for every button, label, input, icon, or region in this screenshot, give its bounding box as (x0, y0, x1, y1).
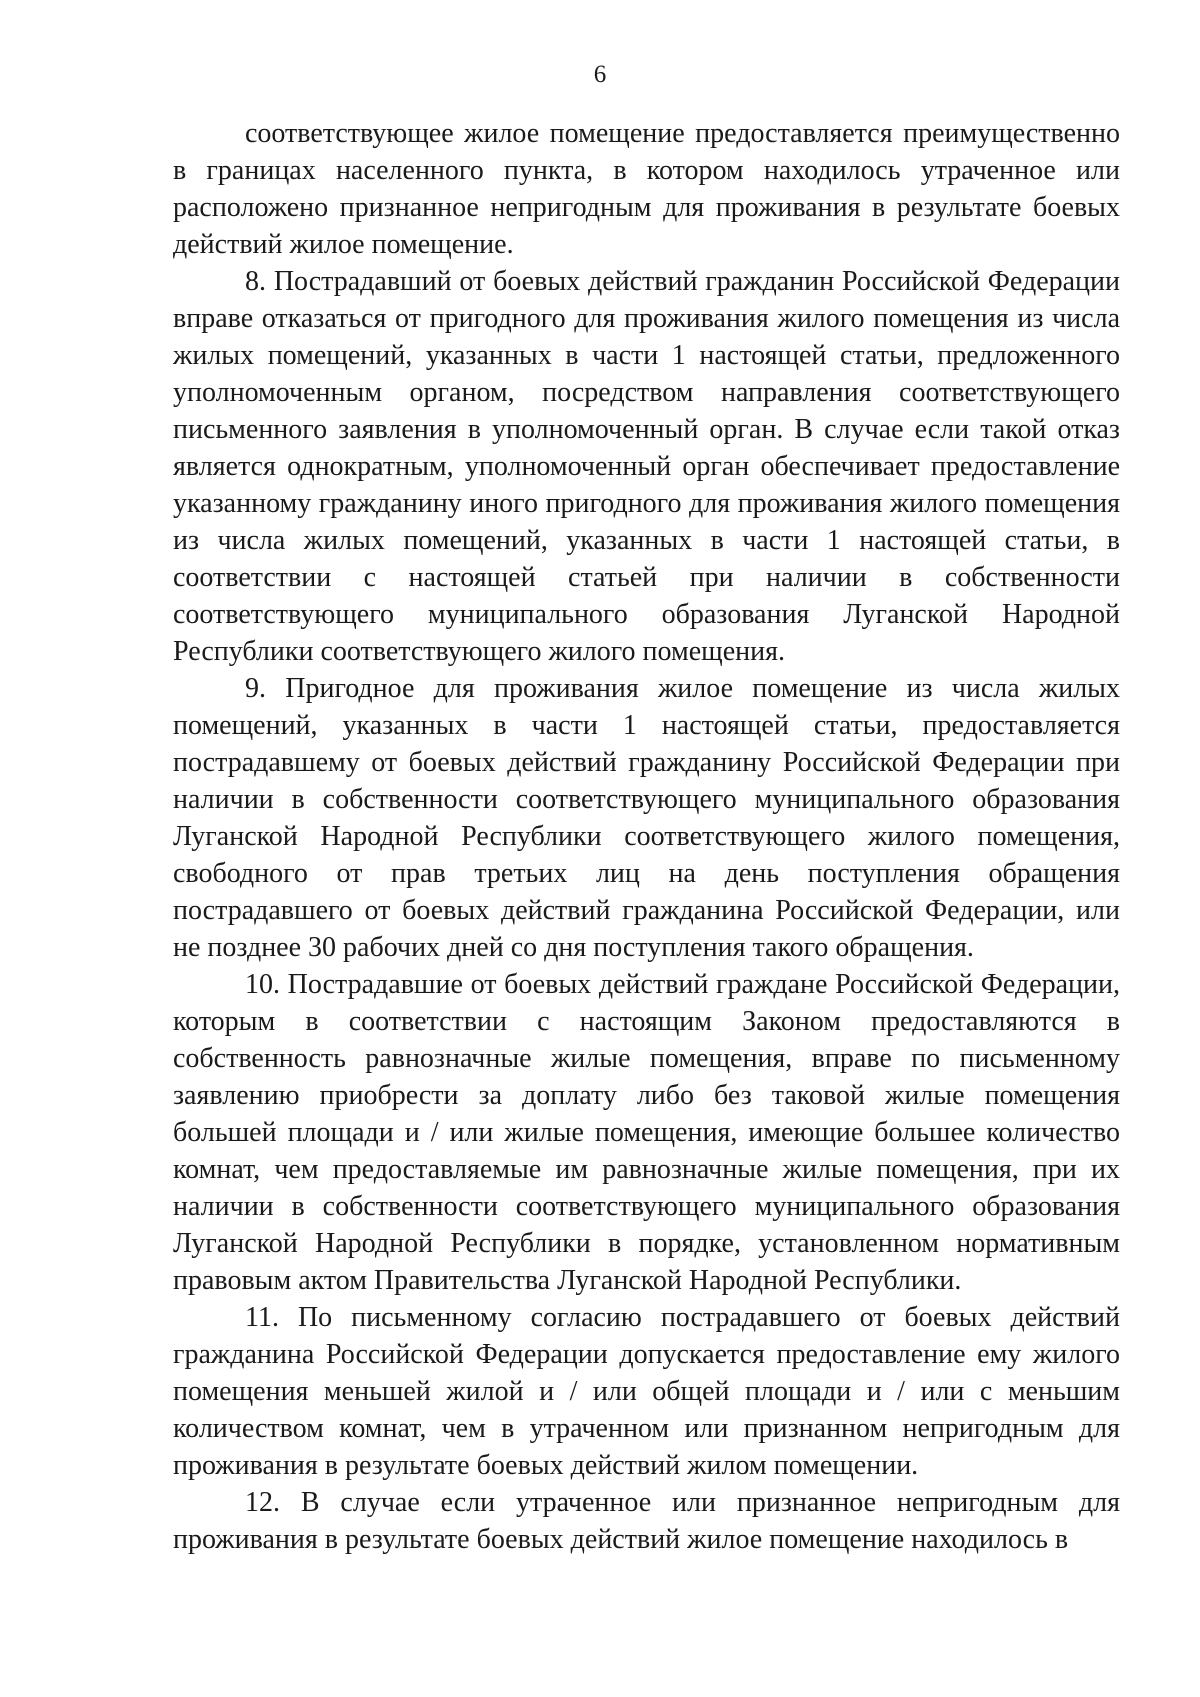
paragraph-11: 11. По письменному согласию пострадавшего от боевых действий гражданина Российской Федерации допускается предоставление ему жилого помещения меньшей жилой и / или общей площади и / или с меньшим количеством комнат, чем в утраченном или признанном непригодным для проживания в результате боевых действий жилом помещении. (173, 1302, 1120, 1481)
page-number: 6 (593, 61, 607, 88)
document-body (173, 115, 1120, 1558)
paragraph-9: 9. Пригодное для проживания жилое помещение из числа жилых помещений, указанных в части 1 настоящей статьи, предоставляется пострадавшему от боевых действий гражданину Российской Федерации при наличии в собственности соответствующего муниципального образования Луганской Народной Республики соответствующего жилого помещения, свободного от прав третьих лиц на день поступления обращения пострадавшего от боевых действий гражданина Российской Федерации, или не позднее 30 рабочих дней со дня поступления такого обращения. (173, 673, 1120, 963)
paragraph-8: 8. Пострадавший от боевых действий гражданин Российской Федерации вправе отказаться от пригодного для проживания жилого помещения из числа жилых помещений, указанных в части 1 настоящей статьи, предложенного уполномоченным органом, посредством направления соответствующего письменного заявления в уполномоченный орган. В случае если такой отказ является однократным, уполномоченный орган обеспечивает предоставление указанному гражданину иного пригодного для проживания жилого помещения из числа жилых помещений, указанных в части 1 настоящей статьи, в соответствии с настоящей статьей при наличии в собственности соответствующего муниципального образования Луганской Народной Республики соответствующего жилого помещения. (173, 266, 1120, 667)
paragraph-12: 12. В случае если утраченное или признанное непригодным для проживания в результате боевых действий жилое помещение находилось в (173, 1487, 1120, 1555)
paragraph-continuation: соответствующее жилое помещение предоставляется преимущественно в границах населенного пункта, в котором находилось утраченное или расположено признанное непригодным для проживания в результате боевых действий жилое помещение. (173, 118, 1120, 260)
paragraph-10: 10. Пострадавшие от боевых действий граждане Российской Федерации, которым в соответствии с настоящим Законом предоставляются в собственность равнозначные жилые помещения, вправе по письменному заявлению приобрести за доплату либо без таковой жилые помещения большей площади и / или жилые помещения, имеющие большее количество комнат, чем предоставляемые им равнозначные жилые помещения, при их наличии в собственности соответствующего муниципального образования Луганской Народной Республики в порядке, установленном нормативным правовым актом Правительства Луганской Народной Республики. (173, 969, 1120, 1296)
